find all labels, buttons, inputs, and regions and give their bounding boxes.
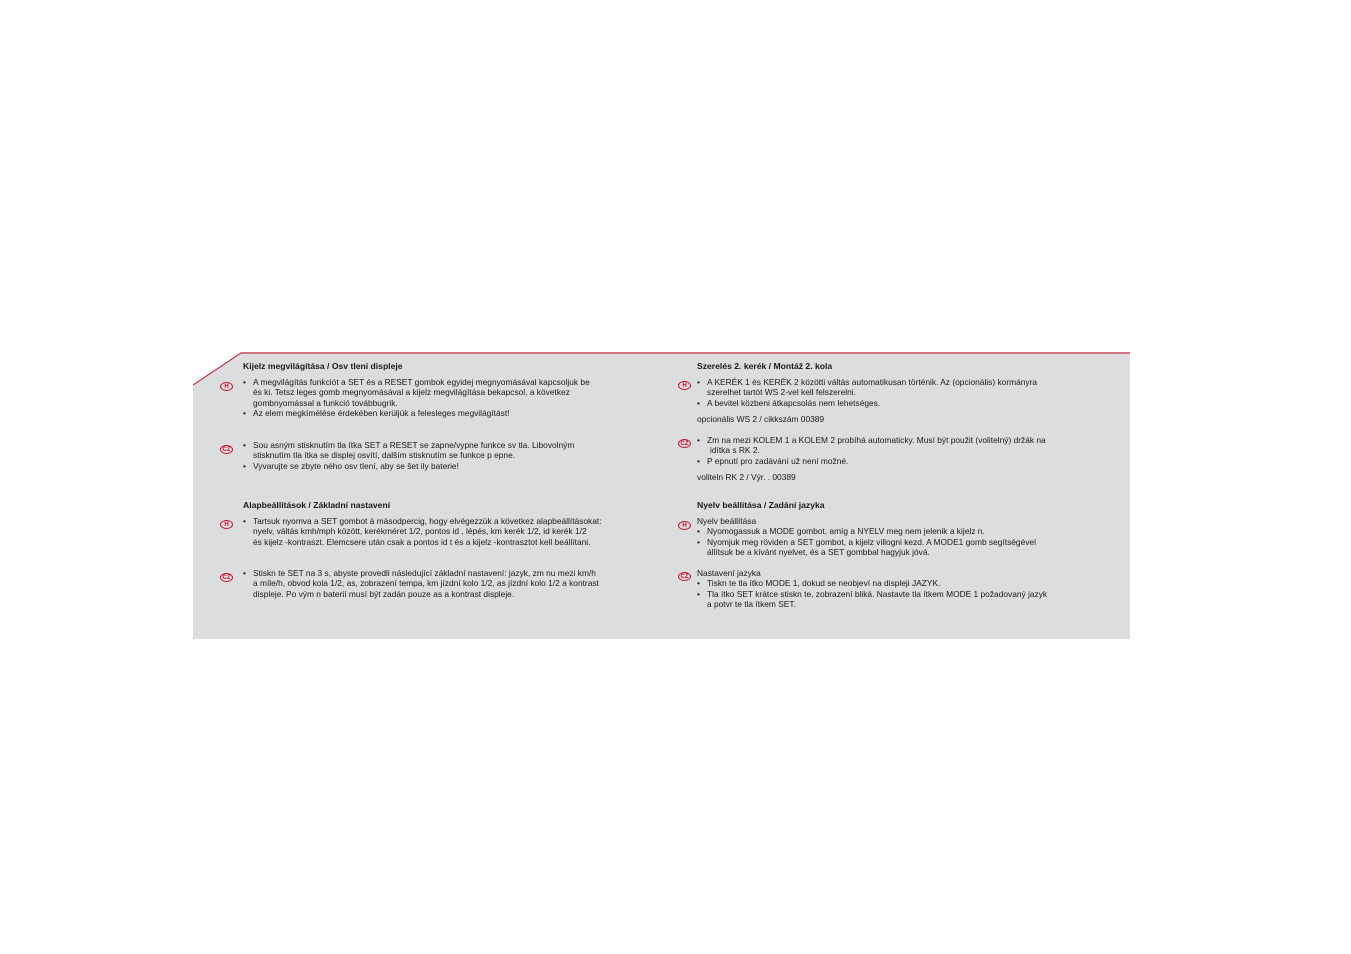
czech-flag-icon: CZ xyxy=(678,572,691,581)
hungarian-text-backlight xyxy=(243,377,653,419)
hungarian-flag-icon: H xyxy=(220,382,233,391)
hungarian-flag-icon: H xyxy=(678,381,691,390)
section-heading-basic-settings: Alapbeállítások / Základní nastavení xyxy=(243,500,391,510)
accessory-note: opcionális WS 2 / cikkszám 00389 xyxy=(697,414,825,425)
hungarian-text-second-wheel xyxy=(697,377,1117,425)
list-item: • P epnutí pro zadávání už není možné. xyxy=(697,456,1117,466)
list-item: • Nyomogassuk a MODE gombot, amíg a NYELV meg nem jelenik a kijelz n. xyxy=(697,526,1117,536)
czech-text-basic-settings xyxy=(243,568,653,599)
subheading: Nastavení jazyka xyxy=(697,568,761,578)
list-item: • Tartsuk nyomva a SET gombot á másodpercig, hogy elvégezzük a következ alapbeállításokat: nyelv, váltás kmh/mph között, kerékméret 1/2, pontos id , lépés, km kerék 1/2, id kerék 1/2 és kijelz -kontraszt. Elemcsere után csak a pontos id t és a kijelz -kontrasztot kell beállítani. xyxy=(243,516,653,547)
czech-text-backlight xyxy=(243,440,653,471)
czech-text-second-wheel xyxy=(697,435,1117,483)
hungarian-flag-icon: H xyxy=(220,520,233,529)
hungarian-text-language xyxy=(697,516,1117,558)
list-item: • A KERÉK 1 és KERÉK 2 közötti váltás automatikusan történik. Az (opcionális) kormányra szerelhet tartót WS 2-vel kell felszerelni. xyxy=(697,377,1117,398)
czech-flag-icon: CZ xyxy=(220,445,233,454)
section-heading-language: Nyelv beállítása / Zadání jazyka xyxy=(697,500,825,510)
list-item: • Sou asným stisknutím tla ítka SET a RESET se zapne/vypne funkce sv tla. Libovolným stisknutím tla ítka se displej osvítí, dalším stisknutím se funkce p epne. xyxy=(243,440,653,461)
hungarian-flag-icon: H xyxy=(678,521,691,530)
section-heading-backlight: Kijelz megvilágítása / Osv tlení displeje xyxy=(243,361,403,371)
section-heading-second-wheel: Szerelés 2. kerék / Montáž 2. kola xyxy=(697,361,833,371)
subheading: Nyelv beállítása xyxy=(697,516,757,526)
list-item: • Vyvarujte se zbyte ného osv tlení, aby se šet ily baterie! xyxy=(243,461,653,471)
list-item: • Tiskn te tla ítko MODE 1, dokud se neobjeví na displeji JAZYK. xyxy=(697,578,1117,588)
hungarian-text-basic-settings xyxy=(243,516,653,547)
list-item: • Tla ítko SET krátce stiskn te, zobrazení bliká. Nastavte tla ítkem MODE 1 požadovaný jazyk a potvr te tla ítkem SET. xyxy=(697,589,1117,610)
czech-flag-icon: CZ xyxy=(220,573,233,582)
list-item: • A bevitel közbeni átkapcsolás nem lehetséges. xyxy=(697,398,1117,408)
list-item: • Nyomjuk meg röviden a SET gombot, a kijelz villogni kezd. A MODE1 gomb segítségével állítsuk be a kívánt nyelvet, és a SET gombbal hagyjuk jóvá. xyxy=(697,537,1117,558)
list-item: • A megvilágítás funkciót a SET és a RESET gombok egyidej megnyomásával kapcsoljuk be és ki. Tetsz leges gomb megnyomásával a kijelz megvilágítása bekapcsol, a következ gombnyomással a funkció továbbugrik. xyxy=(243,377,653,408)
list-item: • Stiskn te SET na 3 s, abyste provedli následující základní nastavení: jazyk, zm nu mezi km/h a míle/h, obvod kola 1/2, as, zobrazení tempa, km jízdní kolo 1/2, as jízdní kolo 1/2 a kontrast displeje. Po vým n baterií musí být zadán pouze as a kontrast displeje. xyxy=(243,568,653,599)
list-item: • Zm na mezi KOLEM 1 a KOLEM 2 probíhá automaticky. Musí být použit (volitelný) držák na idítka s RK 2. xyxy=(697,435,1117,456)
accessory-note: voliteln RK 2 / Výr. . 00389 xyxy=(697,472,796,483)
czech-flag-icon: CZ xyxy=(678,439,691,448)
czech-text-language xyxy=(697,568,1117,610)
list-item: • Az elem megkímélése érdekében kerüljük a felesleges megvilágítást! xyxy=(243,408,653,418)
